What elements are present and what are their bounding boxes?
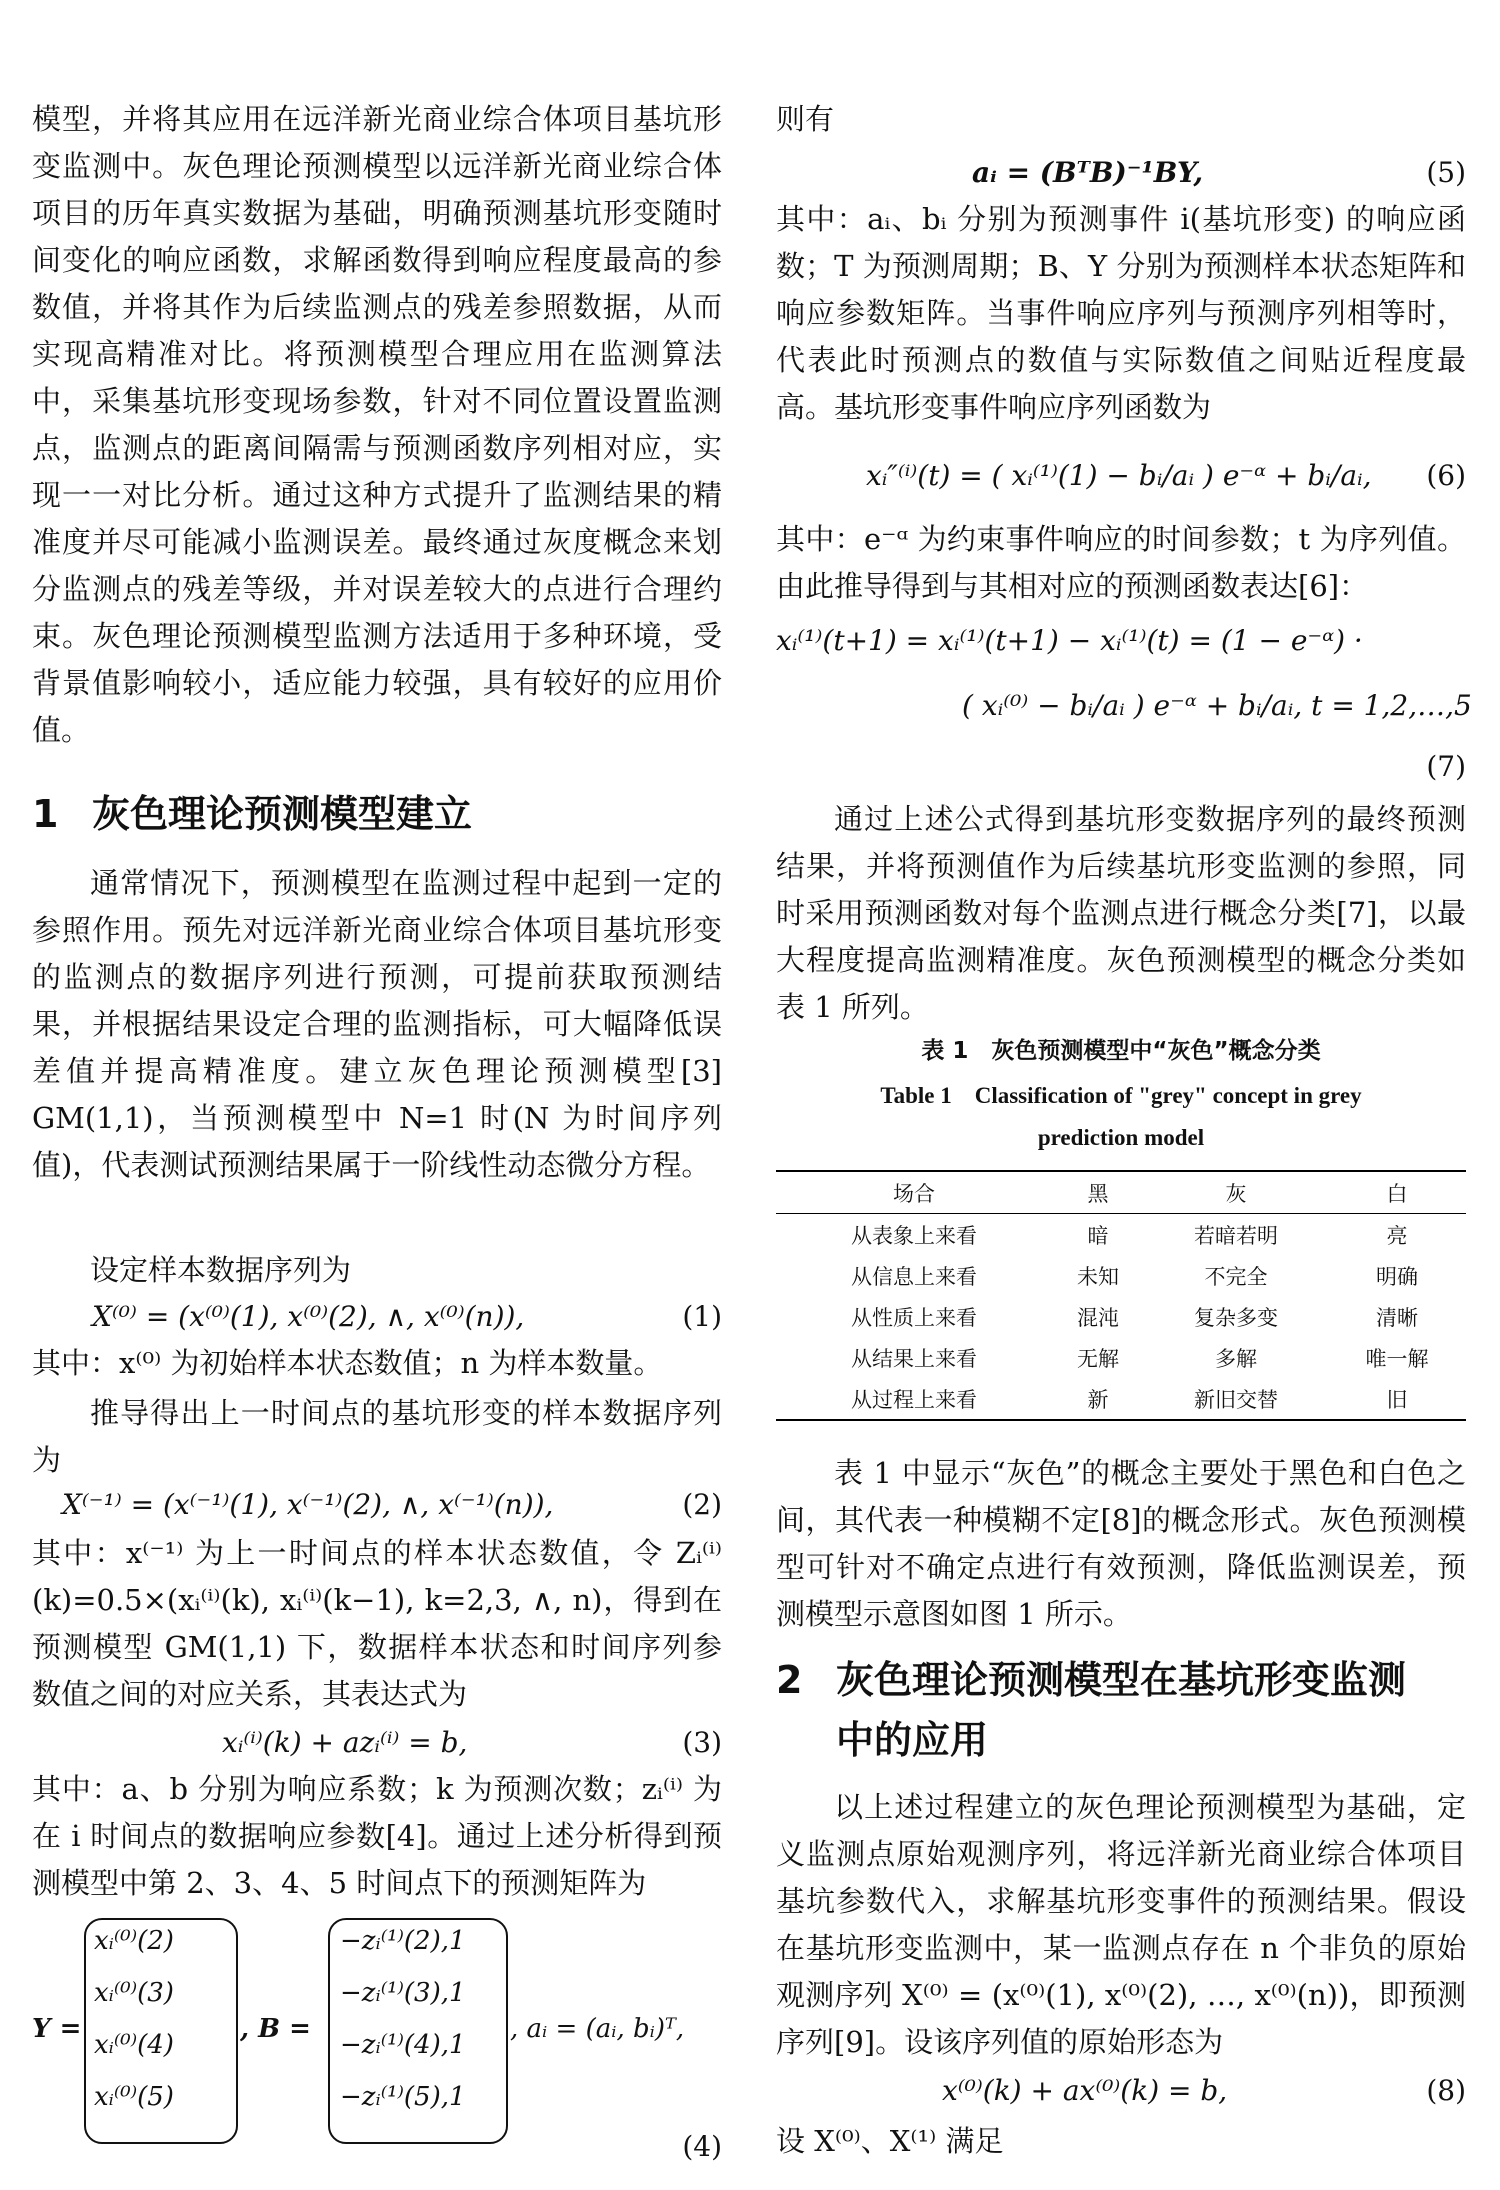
table-cell: 明确 xyxy=(1376,1264,1418,1289)
paragraph: 通过上述公式得到基坑形变数据序列的最终预测结果，并将预测值作为后续基坑形变监测的参照，同时采用预测函数对每个监测点进行概念分类[7]，以最大程度提高监测精准度。灰色预测模型的概念分类如表 1 所列。 xyxy=(776,802,1466,1024)
equation-5: aᵢ = (BᵀB)⁻¹BY, (5) xyxy=(972,156,1466,189)
table-cell: 亮 xyxy=(1386,1223,1408,1248)
section-number: 2 xyxy=(776,1658,803,1702)
table-row xyxy=(776,1296,1466,1337)
equation-7-number: (7) xyxy=(1426,750,1466,783)
table-cell: 新 xyxy=(1087,1387,1109,1412)
section-title: 灰色理论预测模型建立 xyxy=(92,792,473,836)
paragraph: 表 1 中显示“灰色”的概念主要处于黑色和白色之间，其代表一种模糊不定[8]的概念形式。灰色预测模型可针对不确定点进行有效预测，降低监测误差，预测模型示意图如图 1 所示。 xyxy=(776,1456,1466,1631)
paragraph: 设定样本数据序列为 xyxy=(90,1253,352,1287)
table-cell: 从结果上来看 xyxy=(851,1346,977,1371)
paragraph: 其中：x⁽⁻¹⁾ 为上一时间点的样本状态数值，令 Zᵢ⁽ⁱ⁾(k)=0.5×(xᵢ⁽ⁱ⁾(k), xᵢ⁽ⁱ⁾(k−1), k=2,3, ∧, n)，得到在预测模型 GM(1,1) 下，数据样本状态和时间序列参数值之间的对应关系，其表达式为 xyxy=(32,1536,722,1711)
paragraph: 通常情况下，预测模型在监测过程中起到一定的参照作用。预先对远洋新光商业综合体项目基坑形变的监测点的数据序列进行预测，可提前获取预测结果，并根据结果设定合理的监测指标，可大幅降低误差值并提高精准度。建立灰色理论预测模型[3] GM(1,1)，当预测模型中 N=1 时(N 为时间序列值)，代表测试预测结果属于一阶线性动态微分方程。 xyxy=(32,866,722,1182)
table-cell: 多解 xyxy=(1215,1346,1257,1371)
table-cell: 从信息上来看 xyxy=(851,1264,977,1289)
table-cell: 无解 xyxy=(1077,1346,1119,1371)
table-cell: 新旧交替 xyxy=(1194,1387,1278,1412)
paragraph: 以上述过程建立的灰色理论预测模型为基础，定义监测点原始观测序列，将远洋新光商业综合体项目基坑参数代入，求解基坑形变事件的预测结果。假设在基坑形变监测中，某一监测点存在 n 个非负的原始观测序列 X⁽⁰⁾ = (x⁽⁰⁾(1), x⁽⁰⁾(2), …, x⁽⁰⁾(n))，即预测序列[9]。设该序列值的原始形态为 xyxy=(776,1790,1466,2059)
paragraph: 其中：a、b 分别为响应系数；k 为预测次数；zᵢ⁽ⁱ⁾ 为在 i 时间点的数据响应参数[4]。通过上述分析得到预测模型中第 2、3、4、5 时间点下的预测矩阵为 xyxy=(32,1772,722,1900)
table-row xyxy=(776,1214,1466,1256)
table-header-cell: 黑 xyxy=(1087,1181,1109,1206)
section-number: 1 xyxy=(32,792,59,836)
table-cell: 若暗若明 xyxy=(1194,1223,1278,1248)
equation-7-line-2: ( xᵢ⁽⁰⁾ − bᵢ/aᵢ ) e⁻ᵅ + bᵢ/aᵢ, t = 1,2,…,5 xyxy=(962,689,1472,722)
paragraph: 推导得出上一时间点的基坑形变的样本数据序列为 xyxy=(32,1396,722,1477)
table-cell: 唯一解 xyxy=(1365,1346,1429,1371)
paragraph: 设 X⁽⁰⁾、X⁽¹⁾ 满足 xyxy=(776,2124,1004,2158)
table-cell: 从表象上来看 xyxy=(851,1223,977,1248)
table-header-cell: 白 xyxy=(1386,1181,1408,1206)
table-cell: 从过程上来看 xyxy=(851,1387,977,1412)
paragraph: 其中：aᵢ、bᵢ 分别为预测事件 i(基坑形变) 的响应函数；T 为预测周期；B、Y 分别为预测样本状态矩阵和响应参数矩阵。当事件响应序列与预测序列相等时，代表此时预测点的数值与实际数值之间贴近程度最高。基坑形变事件响应序列函数为 xyxy=(776,202,1466,424)
paragraph: 其中：e⁻ᵅ 为约束事件响应的时间参数；t 为序列值。由此推导得到与其相对应的预测函数表达[6]： xyxy=(776,522,1466,603)
table-header-cell: 场合 xyxy=(893,1181,935,1206)
section-title: 灰色理论预测模型在基坑形变监测 xyxy=(836,1658,1407,1702)
concept-table xyxy=(776,1170,1466,1421)
section-heading-2-continued: 中的应用 xyxy=(836,1718,989,1762)
section-heading-2 xyxy=(776,1652,1406,1708)
equation-4-number: (4) xyxy=(682,2130,722,2163)
table-cell: 清晰 xyxy=(1376,1305,1418,1330)
table-cell: 混沌 xyxy=(1077,1305,1119,1330)
table-header-row xyxy=(776,1171,1466,1214)
paragraph: 其中：x⁽⁰⁾ 为初始样本状态数值；n 为样本数量。 xyxy=(32,1346,663,1380)
equation-3: xᵢ⁽ⁱ⁾(k) + azᵢ⁽ⁱ⁾ = b, (3) xyxy=(222,1726,722,1759)
paragraph: 则有 xyxy=(776,102,835,136)
equation-6: xᵢ″⁽ⁱ⁾(t) = ( xᵢ⁽¹⁾(1) − bᵢ/aᵢ ) e⁻ᵅ + bᵢ/aᵢ, (6) xyxy=(866,459,1466,492)
table-cell: 未知 xyxy=(1077,1264,1119,1289)
paragraph: 模型，并将其应用在远洋新光商业综合体项目基坑形变监测中。灰色理论预测模型以远洋新光商业综合体项目的历年真实数据为基础，明确预测基坑形变随时间变化的响应函数，求解函数得到响应程度最高的参数值，并将其作为后续监测点的残差参照数据，从而实现高精准对比。将预测模型合理应用在监测算法中，采集基坑形变现场参数，针对不同位置设置监测点，监测点的距离间隔需与预测函数序列相对应，实现一一对比分析。通过这种方式提升了监测结果的精准度并尽可能减小监测误差。最终通过灰度概念来划分监测点的残差等级，并对误差较大的点进行合理约束。灰色理论预测模型监测方法适用于多种环境，受背景值影响较小，适应能力较强，具有较好的应用价值。 xyxy=(32,102,722,747)
table-cell: 复杂多变 xyxy=(1194,1305,1278,1330)
table-cell: 暗 xyxy=(1087,1223,1109,1248)
table-row xyxy=(776,1255,1466,1296)
table-caption-en-line-2: prediction model xyxy=(1037,1125,1205,1150)
equation-1: X⁽⁰⁾ = (x⁽⁰⁾(1), x⁽⁰⁾(2), ∧, x⁽⁰⁾(n)), (1) xyxy=(92,1300,722,1333)
equation-2: X⁽⁻¹⁾ = (x⁽⁻¹⁾(1), x⁽⁻¹⁾(2), ∧, x⁽⁻¹⁾(n)), (2) xyxy=(62,1488,722,1521)
table-cell: 不完全 xyxy=(1204,1264,1268,1289)
table-caption-zh: 表 1 灰色预测模型中“灰色”概念分类 xyxy=(921,1038,1321,1064)
equation-7-line-1: xᵢ⁽¹⁾(t+1) = xᵢ⁽¹⁾(t+1) − xᵢ⁽¹⁾(t) = (1 − e⁻ᵅ) · xyxy=(776,624,1363,657)
table-cell: 从性质上来看 xyxy=(851,1305,977,1330)
table-header-cell: 灰 xyxy=(1225,1181,1247,1206)
table-row xyxy=(776,1337,1466,1378)
section-heading-1 xyxy=(32,786,472,842)
equation-4-matrices: Y = xᵢ⁽⁰⁾(2) xᵢ⁽⁰⁾(3) xᵢ⁽⁰⁾(4) xᵢ⁽⁰⁾(5) , B = −zᵢ⁽¹⁾(2),1 −zᵢ⁽¹⁾(3),1 −zᵢ⁽¹⁾(4),1 −zᵢ⁽¹⁾(5),1 , aᵢ = (aᵢ, bᵢ)ᵀ, xyxy=(32,1916,722,2148)
table-row xyxy=(776,1378,1466,1420)
table-cell: 旧 xyxy=(1386,1387,1408,1412)
equation-8: x⁽⁰⁾(k) + ax⁽⁰⁾(k) = b, (8) xyxy=(942,2074,1466,2107)
table-caption-en-line-1: Table 1 Classification of "grey" concept in grey xyxy=(880,1083,1362,1108)
